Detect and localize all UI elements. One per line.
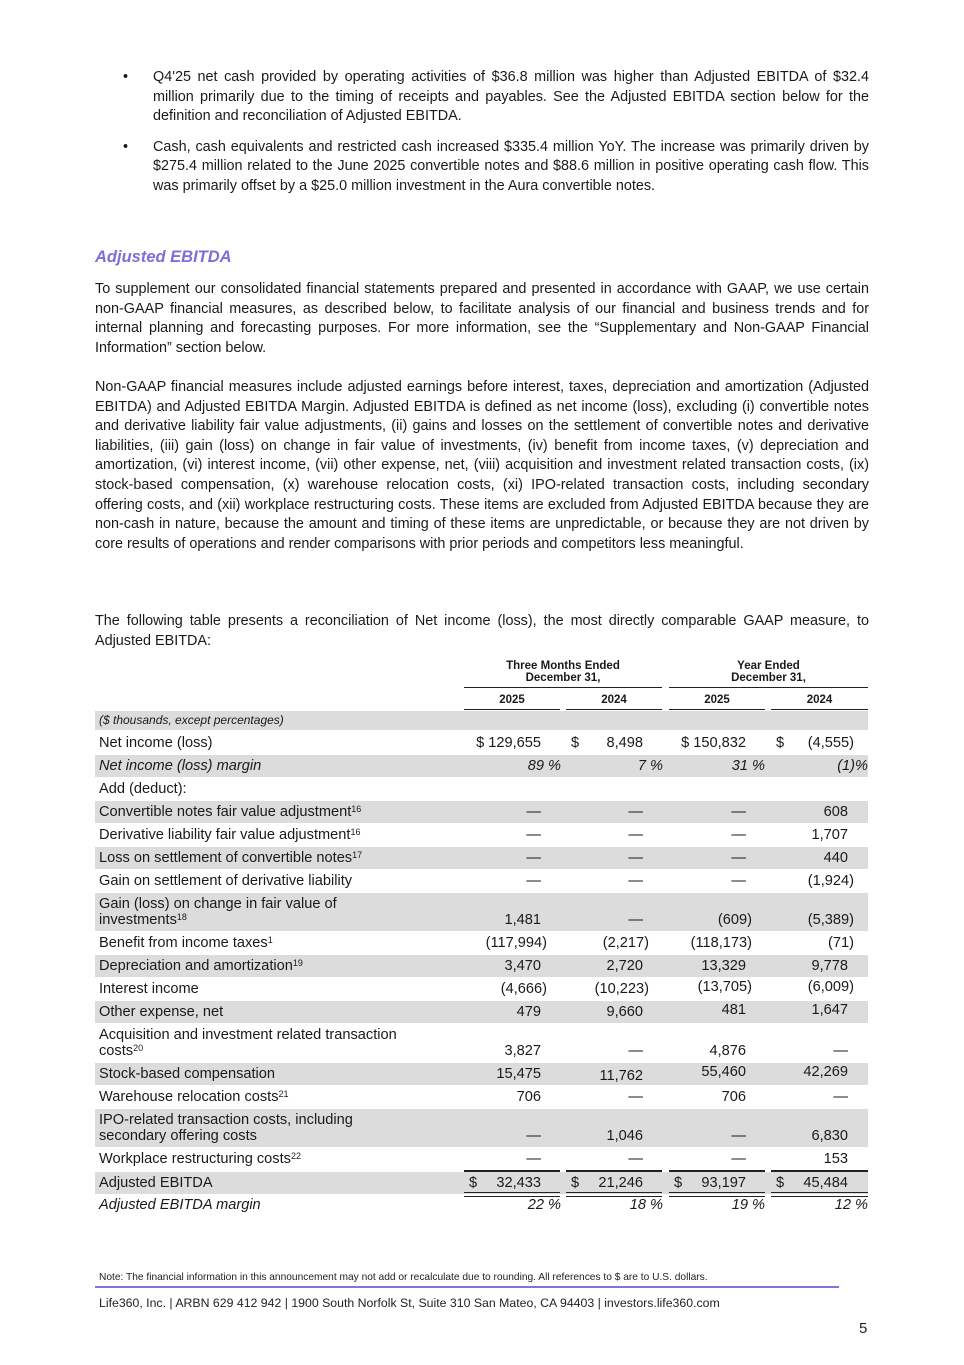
bullet-icon: •: [123, 69, 129, 85]
table-row: Net income (loss) $ 129,655 $ 8,498 $ 150,832 $ (4,555): [99, 734, 854, 751]
column-header-year: 2024: [566, 694, 662, 710]
page-number: 5: [859, 1320, 868, 1337]
table-row: Loss on settlement of convertible notes$^{17}$ — — — 440: [95, 847, 868, 869]
footer-divider: [95, 1286, 839, 1288]
table-row: Workplace restructuring costs$^{22}$ — — — 153: [99, 1150, 848, 1167]
table-row: Interest income (4,666) (10,223) (13,705) (6,009): [99, 979, 854, 997]
table-row: Other expense, net 479 9,660 481 1,647: [95, 1001, 868, 1023]
table-row: Stock-based compensation 15,475 11,762 55,460 42,269: [95, 1063, 868, 1085]
definition-paragraph: Non-GAAP financial measures include adjusted earnings before interest, taxes, depreciation and amortization (Adjusted EBITDA) and Adjusted EBITDA Margin. Adjusted EBITDA is defined as net income (loss), excluding (i) convertible notes and derivative liability fair value adjustments, (ii) gains and losses on the settlement of convertible notes and derivative liabilities, (iii) gain (loss) on change in fair value of investments, (iv) benefit from income taxes, (v) depreciation and amortization, (vi) interest income, (vii) other expense, net, (viii) acquisition and investment related transaction costs, (ix) stock-based compensation, (x) warehouse relocation costs, (xi) IPO-related transaction costs, including secondary offering costs, and (xii) workplace restructuring costs. These items are excluded from Adjusted EBITDA because they are non-cash in nature, because the amount and timing of these items are unpredictable, or because they are not driven by core results of operations and render comparisons with prior periods and competitors less meaningful.: [95, 379, 869, 552]
table-intro-paragraph: The following table presents a reconciliation of Net income (loss), the most directly comparable GAAP measure, to Adjusted EBITDA:: [95, 613, 869, 649]
bullet-icon: •: [123, 138, 129, 155]
bullet-item: • Q4'25 net cash provided by operating activities of $36.8 million was higher than Adjusted EBITDA of $32.4 million primarily due to the timing of receipts and payables. See the Adjusted EBITDA section below for the definition and reconciliation of Adjusted EBITDA.: [123, 69, 869, 125]
table-row: Convertible notes fair value adjustment$^{16}$ — — — 608: [95, 801, 868, 823]
table-row: Derivative liability fair value adjustment$^{16}$ — — — 1,707: [99, 826, 848, 843]
column-header-year: 2025: [464, 694, 560, 710]
table-row: Net income (loss) margin 89 % 7 % 31 % (1)%: [95, 755, 868, 777]
bullet-item: • Cash, cash equivalents and restricted cash increased $335.4 million YoY. The increase was primarily driven by $275.4 million related to the June 2025 convertible notes and $88.6 million in positive operating cash flow. This was primarily offset by a $25.0 million investment in the Aura convertible notes.: [123, 138, 869, 194]
column-header-year: 2024: [771, 694, 868, 710]
company-footer: Life360, Inc. | ARBN 629 412 942 | 1900 South Norfolk St, Suite 310 San Mateo, CA 94403 | investors.life360.com: [99, 1296, 720, 1310]
table-row: Warehouse relocation costs$^{21}$ 706 — 706 —: [99, 1088, 848, 1105]
header-three-months: Three Months Ended December 31,: [464, 660, 662, 688]
units-row: ($ thousands, except percentages): [95, 711, 868, 730]
table-row: IPO-related transaction costs, including secondary offering costs — 1,046 — 6,830: [95, 1109, 868, 1147]
column-header-year: 2025: [669, 694, 765, 710]
rounding-note: Note: The financial information in this announcement may not add or recalculate due to rounding. All references to $ are to U.S. dollars.: [99, 1272, 708, 1283]
table-row: Acquisition and investment related transaction costs$^{20}$ 3,827 — 4,876 —: [99, 1027, 848, 1059]
table-row: Adjusted EBITDA margin 22 % 18 % 19 % 12 %: [99, 1196, 868, 1213]
header-year-ended: Year Ended December 31,: [669, 660, 868, 688]
adjusted-ebitda-total-row: Adjusted EBITDA $ 32,433 $ 21,246 $ 93,197 $ 45,484: [95, 1172, 868, 1194]
highlights-bullet-list: [95, 68, 869, 208]
table-row: Gain (loss) on change in fair value of investments$^{18}$ 1,481 — (609) (5,389): [95, 893, 868, 931]
table-row: Benefit from income taxes$^1$ (117,994) (2,217) (118,173) (71): [99, 934, 854, 951]
intro-paragraph: To supplement our consolidated financial statements prepared and presented in accordance with GAAP, we use certain non-GAAP financial measures, as described below, to facilitate analysis of our financial and business trends and for internal planning and forecasting purposes. For more information, see the “Supplementary and Non-GAAP Financial Information” section below.: [95, 281, 869, 356]
table-row: Depreciation and amortization$^{19}$ 3,470 2,720 13,329 9,778: [95, 955, 868, 977]
section-heading: Adjusted EBITDA: [95, 248, 232, 266]
table-row: Add (deduct):: [99, 780, 187, 797]
table-row: Gain on settlement of derivative liability — — — (1,924): [99, 872, 854, 889]
